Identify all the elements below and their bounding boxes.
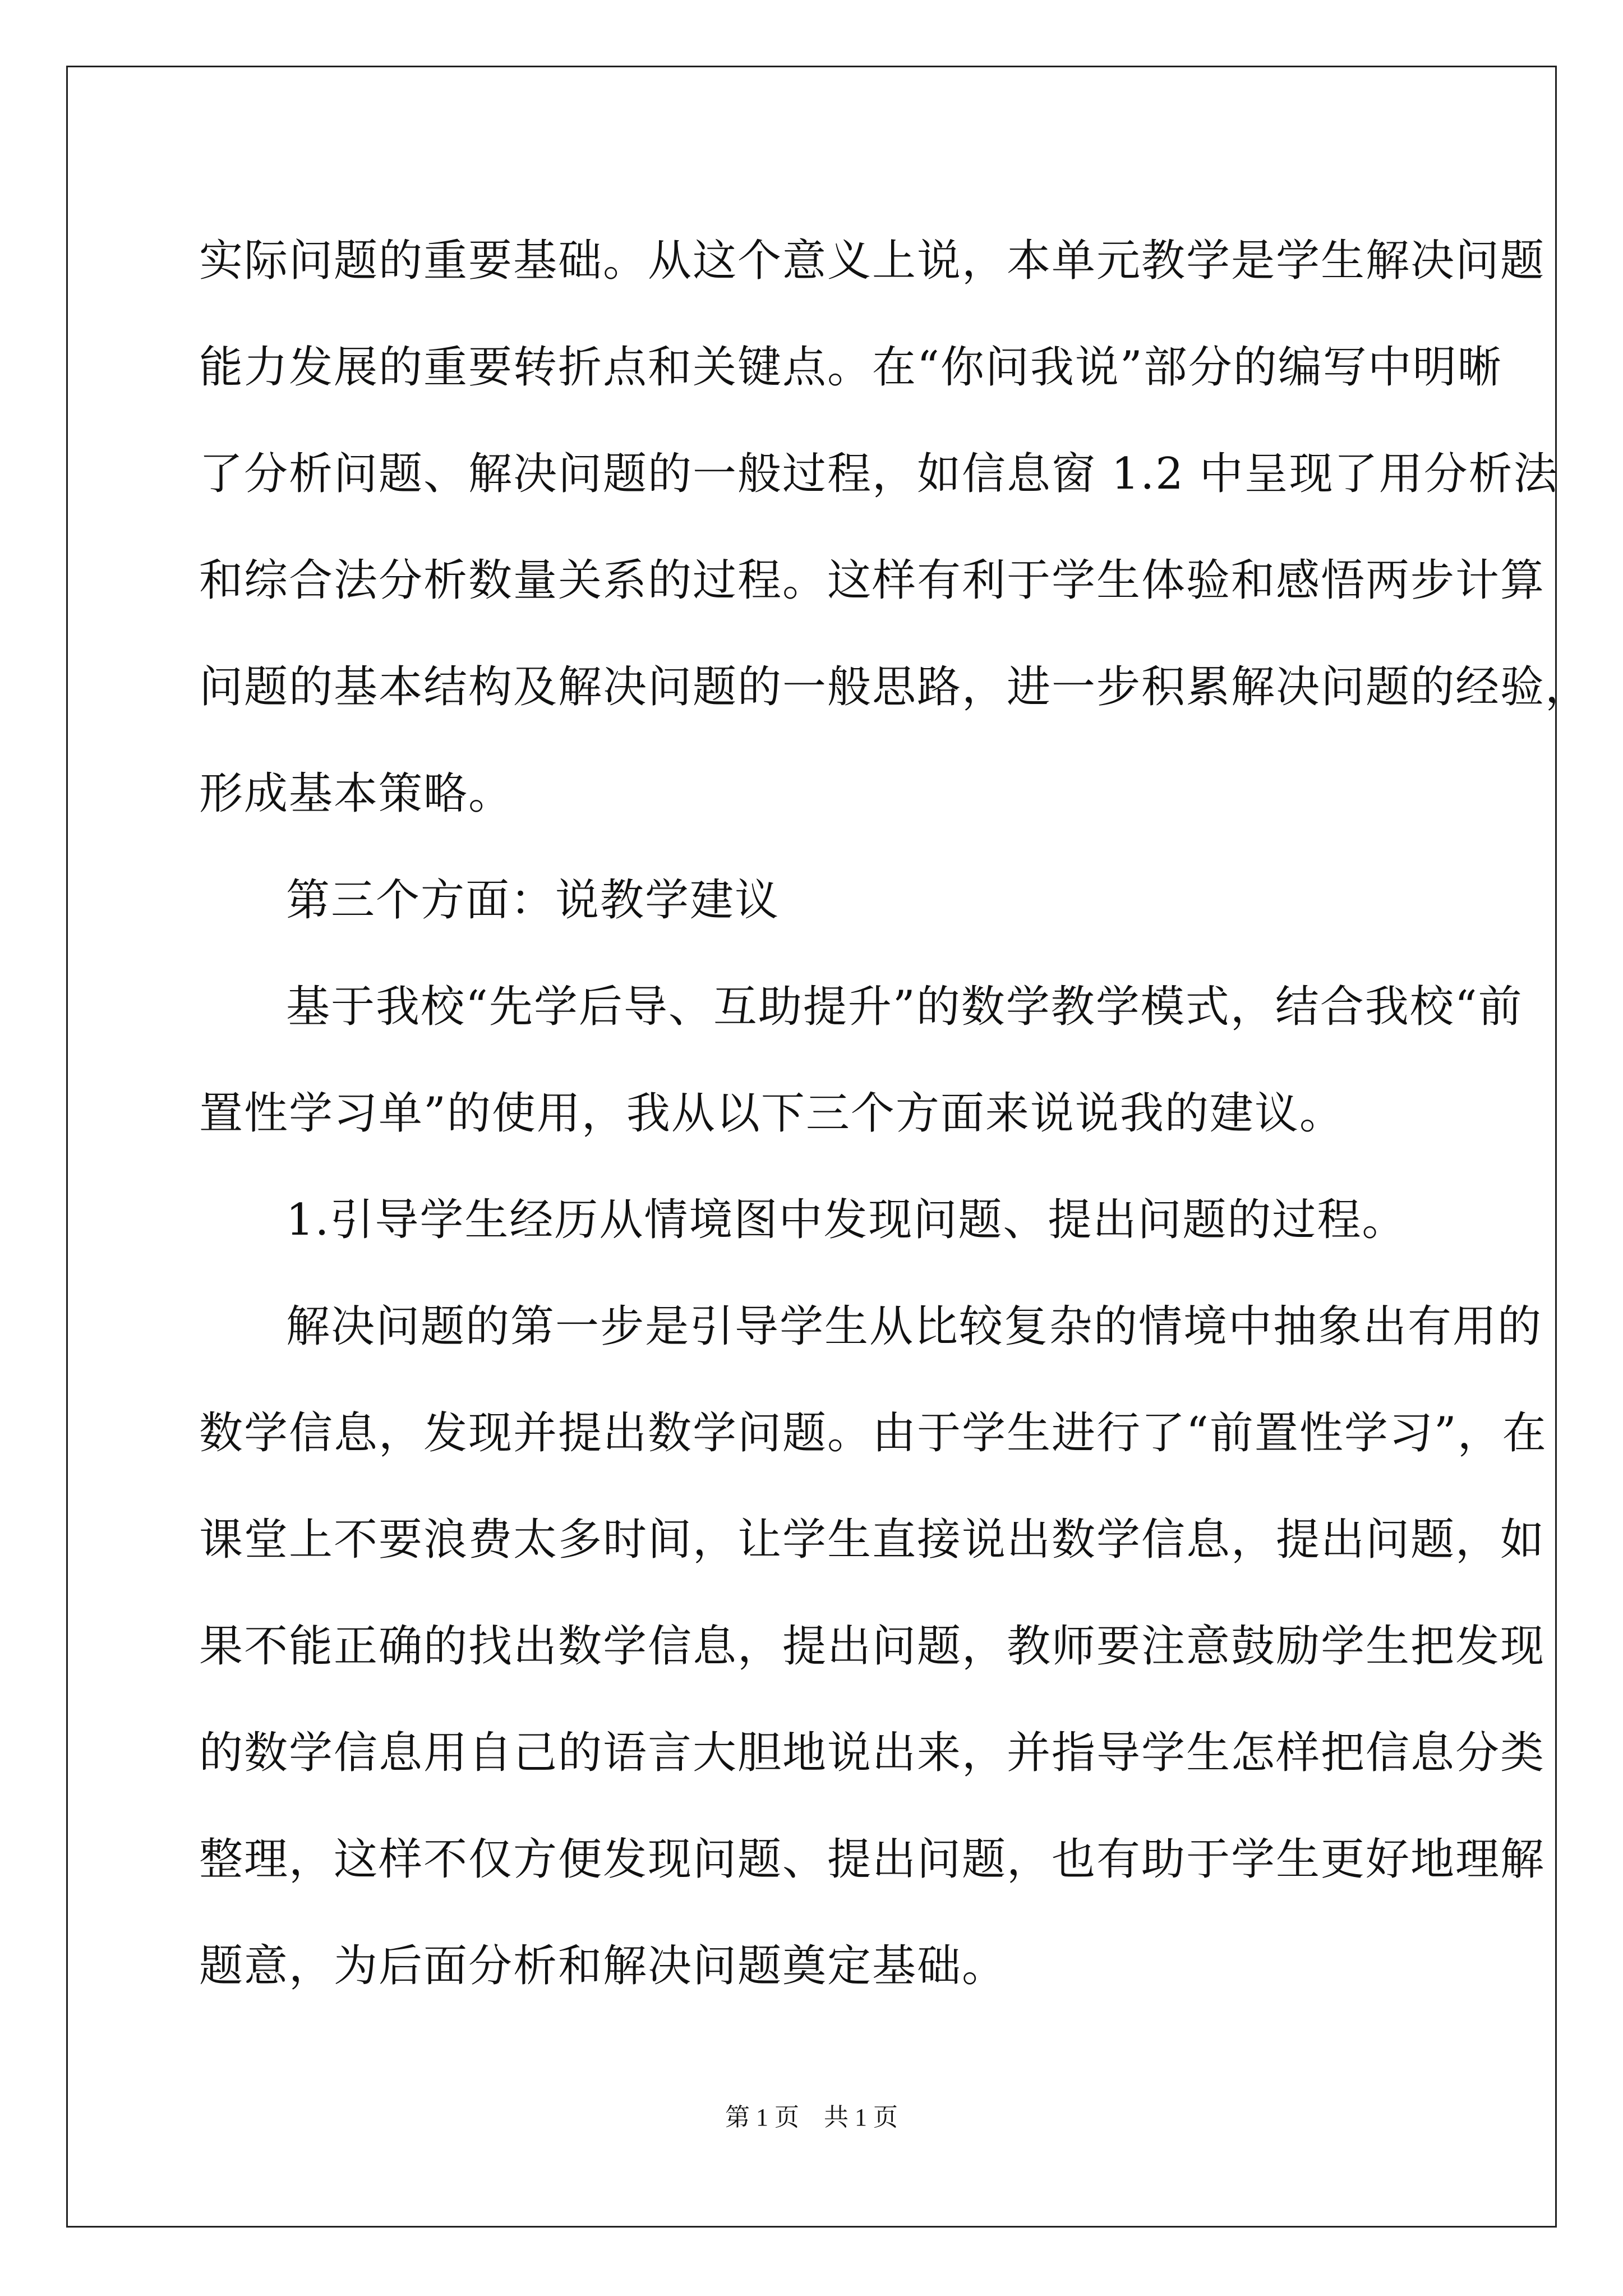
text-line: 形成基本策略。 bbox=[199, 769, 514, 819]
page-number-footer: 第 1 页 共 1 页 bbox=[725, 2104, 898, 2131]
text-line: 问题的基本结构及解决问题的一般思路，进一步积累解决问题的经验， bbox=[199, 662, 1590, 712]
section-heading: 第三个方面：说教学建议 bbox=[286, 875, 780, 926]
numbered-point-heading: 1.引导学生经历从情境图中发现问题、提出问题的过程。 bbox=[286, 1195, 1407, 1245]
text-line: 了分析问题、解决问题的一般过程，如信息窗 1.2 中呈现了用分析法 bbox=[199, 449, 1559, 499]
text-line: 课堂上不要浪费太多时间，让学生直接说出数学信息，提出问题，如 bbox=[199, 1515, 1546, 1565]
text-line: 整理，这样不仅方便发现问题、提出问题，也有助于学生更好地理解 bbox=[199, 1834, 1546, 1885]
text-line: 实际问题的重要基础。从这个意义上说，本单元教学是学生解决问题 bbox=[199, 236, 1546, 286]
document-body bbox=[199, 208, 1590, 2019]
text-line: 果不能正确的找出数学信息，提出问题，教师要注意鼓励学生把发现 bbox=[199, 1621, 1546, 1672]
text-line: 基于我校“先学后导、互助提升”的数学教学模式，结合我校“前 bbox=[286, 982, 1523, 1032]
text-line: 和综合法分析数量关系的过程。这样有利于学生体验和感悟两步计算 bbox=[199, 555, 1546, 606]
text-line: 置性学习单”的使用，我从以下三个方面来说说我的建议。 bbox=[199, 1088, 1344, 1139]
text-line: 题意，为后面分析和解决问题奠定基础。 bbox=[199, 1941, 1007, 1991]
text-line: 能力发展的重要转折点和关键点。在“你问我说”部分的编写中明晰 bbox=[199, 342, 1502, 393]
text-line: 数学信息，发现并提出数学问题。由于学生进行了“前置性学习”，在 bbox=[199, 1408, 1547, 1458]
text-line: 解决问题的第一步是引导学生从比较复杂的情境中抽象出有用的 bbox=[286, 1301, 1543, 1352]
text-line: 的数学信息用自己的语言大胆地说出来，并指导学生怎样把信息分类 bbox=[199, 1728, 1546, 1778]
